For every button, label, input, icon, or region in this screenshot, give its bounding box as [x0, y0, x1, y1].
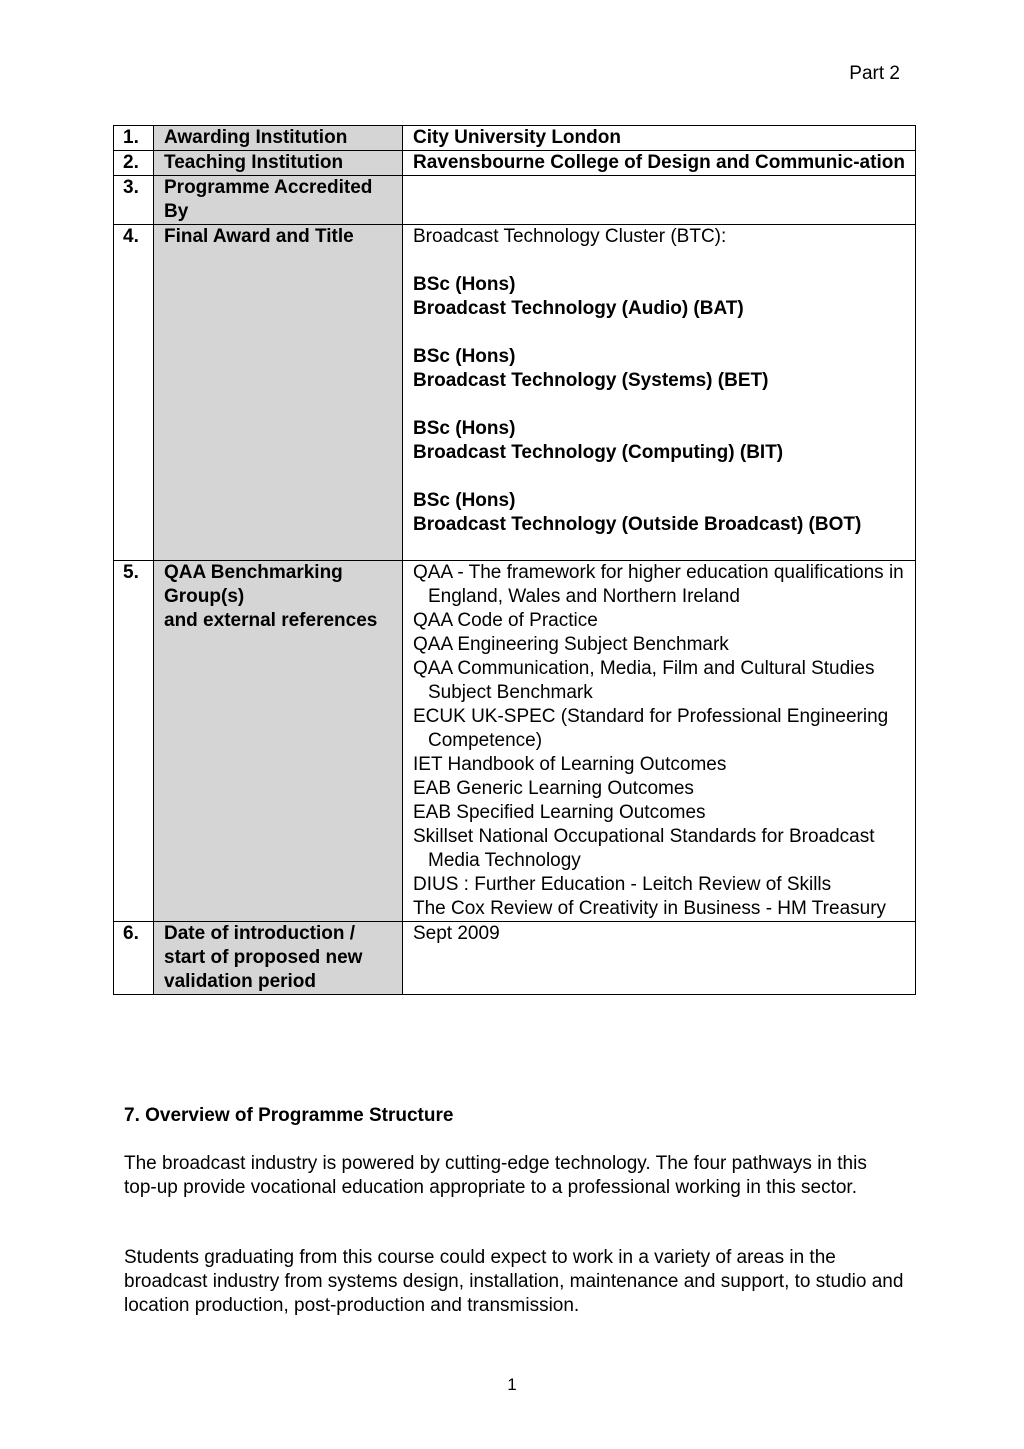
page-number: 1 [507, 1375, 517, 1394]
reference-item: QAA Code of Practice [413, 610, 598, 631]
reference-item: DIUS : Further Education - Leitch Review of Skills [413, 874, 832, 895]
reference-list [403, 561, 916, 922]
table-row [114, 561, 916, 922]
row-label: Awarding Institution [154, 126, 403, 151]
row-number: 4. [114, 225, 154, 561]
row-value: Sept 2009 [403, 922, 916, 995]
row-label: Programme Accredited By [154, 176, 403, 225]
row-number: 2. [114, 151, 154, 176]
row-label: Teaching Institution [154, 151, 403, 176]
row-number: 1. [114, 126, 154, 151]
reference-item: IET Handbook of Learning Outcomes [413, 754, 727, 775]
table-row [114, 176, 916, 225]
row-value [403, 176, 916, 225]
award-degree: BSc (Hons) [413, 490, 516, 511]
reference-item: Skillset National Occupational Standards for Broadcast Media Technology [413, 826, 875, 871]
row-number: 3. [114, 176, 154, 225]
award-degree: BSc (Hons) [413, 418, 516, 439]
row-number: 6. [114, 922, 154, 995]
table-row [114, 151, 916, 176]
reference-item: QAA Engineering Subject Benchmark [413, 634, 729, 655]
award-item [413, 417, 907, 465]
award-title: Broadcast Technology (Computing) (BIT) [413, 442, 784, 463]
reference-item: ECUK UK-SPEC (Standard for Professional Engineering Competence) [413, 706, 889, 751]
row-value: Ravensbourne College of Design and Communic-ation [403, 151, 916, 176]
table-row [114, 225, 916, 561]
reference-item: EAB Specified Learning Outcomes [413, 802, 706, 823]
row-label-line: QAA Benchmarking Group(s) [164, 562, 343, 607]
row-label: Date of introduction / start of proposed new validation period [154, 922, 403, 995]
award-degree: BSc (Hons) [413, 346, 516, 367]
award-title: Broadcast Technology (Audio) (BAT) [413, 298, 744, 319]
award-item [413, 345, 907, 393]
award-list [403, 225, 916, 561]
programme-info-table [113, 125, 916, 995]
table-row [114, 126, 916, 151]
section-heading: 7. Overview of Programme Structure [124, 1105, 454, 1126]
award-degree: BSc (Hons) [413, 274, 516, 295]
award-title: Broadcast Technology (Outside Broadcast) (BOT) [413, 514, 862, 535]
overview-paragraph: Students graduating from this course could expect to work in a variety of areas in the broadcast industry from systems design, installation, maintenance and support, to studio and location production, post-production and transmission. [124, 1247, 904, 1316]
overview-paragraph: The broadcast industry is powered by cutting-edge technology. The four pathways in this top-up provide vocational education appropriate to a professional working in this sector. [124, 1153, 867, 1198]
row-value: City University London [403, 126, 916, 151]
award-title: Broadcast Technology (Systems) (BET) [413, 370, 769, 391]
award-intro: Broadcast Technology Cluster (BTC): [413, 226, 727, 247]
row-label-line: and external references [164, 610, 378, 631]
reference-item: QAA Communication, Media, Film and Cultural Studies Subject Benchmark [413, 658, 875, 703]
table-row [114, 922, 916, 995]
reference-item: EAB Generic Learning Outcomes [413, 778, 694, 799]
reference-item: The Cox Review of Creativity in Business - HM Treasury [413, 898, 887, 919]
reference-item: QAA - The framework for higher education qualifications in England, Wales and Northern Ireland [413, 562, 904, 607]
part-label: Part 2 [849, 63, 900, 84]
row-label [154, 561, 403, 922]
row-number: 5. [114, 561, 154, 922]
award-item [413, 489, 907, 537]
row-label: Final Award and Title [154, 225, 403, 561]
award-item [413, 273, 907, 321]
